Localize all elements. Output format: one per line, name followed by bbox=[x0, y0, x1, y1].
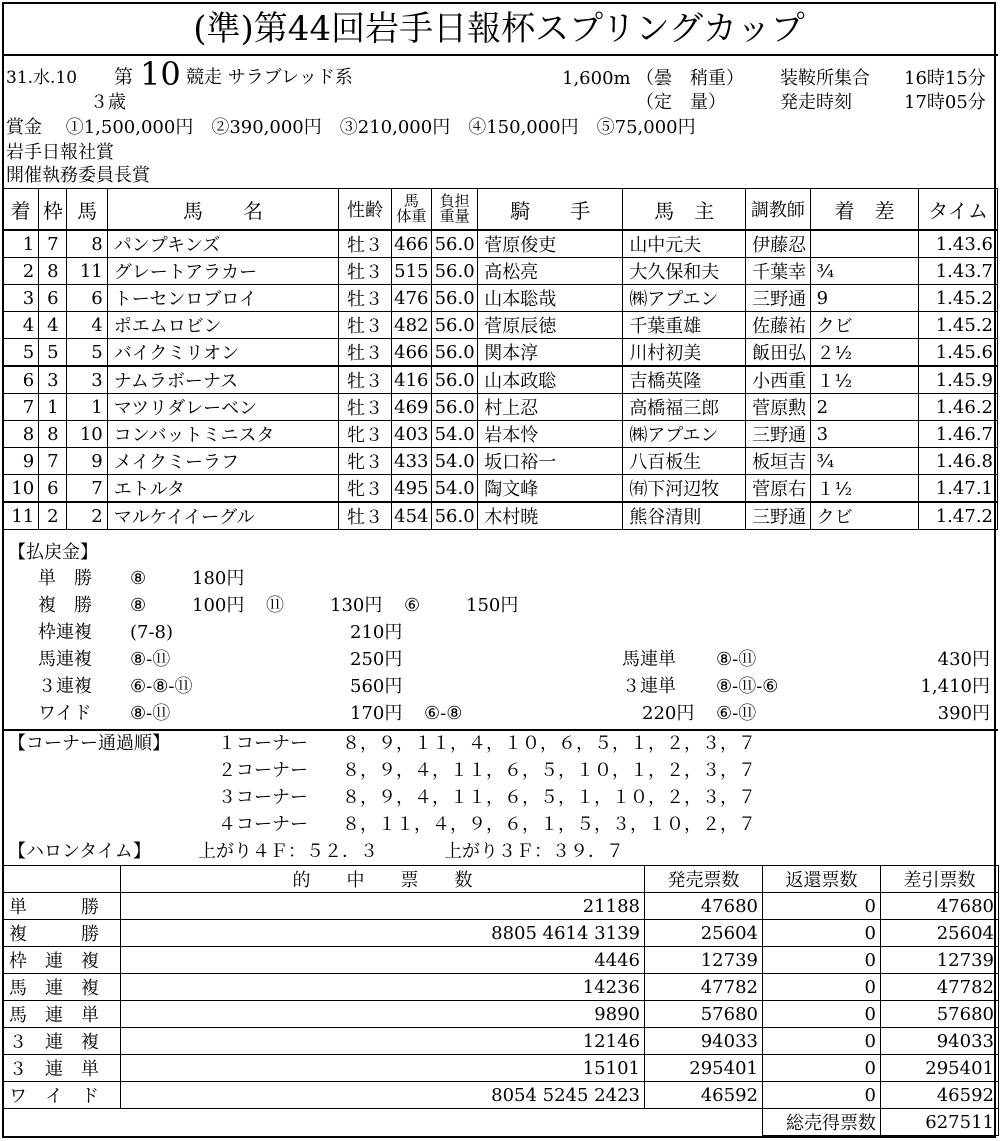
votes-bettype: 馬 連 複 bbox=[3, 974, 121, 1001]
result-place: 10 bbox=[3, 475, 39, 503]
payout-header: 【払戻金】 bbox=[8, 542, 98, 563]
table-row bbox=[3, 1001, 999, 1028]
wide-amount-3: 390円 bbox=[937, 703, 990, 724]
table-row bbox=[3, 258, 998, 285]
umaren-label: 馬連複 bbox=[38, 649, 92, 670]
votes-hit: 21188 bbox=[121, 893, 645, 920]
result-jockey: 岩本怜 bbox=[478, 421, 623, 448]
result-horse-name: メイクミーラフ bbox=[107, 448, 339, 475]
votes-refund: 0 bbox=[763, 893, 881, 920]
header-trainer: 調教師 bbox=[746, 189, 810, 231]
votes-sold: 12739 bbox=[645, 947, 763, 974]
votes-net: 57680 bbox=[881, 1001, 999, 1028]
result-load-weight: 56.0 bbox=[431, 339, 477, 367]
table-row bbox=[3, 366, 998, 394]
votes-refund: 0 bbox=[763, 1082, 881, 1109]
assembly-label: 装鞍所集合 bbox=[780, 68, 870, 89]
umatan-amount: 430円 bbox=[937, 649, 990, 670]
table-row bbox=[3, 421, 998, 448]
result-horse-name: ナムラボーナス bbox=[107, 366, 339, 394]
result-trainer: 菅原勲 bbox=[746, 394, 810, 421]
result-frame: 6 bbox=[39, 285, 67, 312]
header-place: 着 bbox=[3, 189, 39, 231]
result-horse-weight: 466 bbox=[391, 230, 431, 258]
result-margin: １½ bbox=[810, 475, 919, 503]
corner-1-label: １コーナー bbox=[218, 733, 308, 754]
table-row bbox=[3, 230, 998, 258]
result-margin: 3 bbox=[810, 421, 919, 448]
result-horse-name: トーセンロブロイ bbox=[107, 285, 339, 312]
result-load-weight: 56.0 bbox=[431, 285, 477, 312]
result-horse-number: 5 bbox=[67, 339, 107, 367]
fukusho-combo-3: ⑥ bbox=[404, 595, 421, 616]
result-sex-age: 牡３ bbox=[339, 258, 391, 285]
result-sex-age: 牡３ bbox=[339, 339, 391, 367]
result-frame: 8 bbox=[39, 258, 67, 285]
sanrenpuku-label: ３連複 bbox=[38, 676, 92, 697]
result-owner: 大久保和夫 bbox=[623, 258, 746, 285]
votes-net: 46592 bbox=[881, 1082, 999, 1109]
result-owner: ㈱アプエン bbox=[623, 421, 746, 448]
halon-last-4f: 上がり４Ｆ：５２．３ bbox=[198, 841, 378, 862]
result-place: 8 bbox=[3, 421, 39, 448]
result-place: 5 bbox=[3, 339, 39, 367]
header-horse-name: 馬 名 bbox=[107, 189, 339, 231]
wide-combo-3: ⑥-⑪ bbox=[716, 703, 757, 724]
result-trainer: 板垣吉 bbox=[746, 448, 810, 475]
umatan-combo: ⑧-⑪ bbox=[716, 649, 757, 670]
result-horse-name: パンプキンズ bbox=[107, 230, 339, 258]
wide-amount-1: 170円 bbox=[350, 703, 403, 724]
tansho-label: 単 勝 bbox=[38, 568, 92, 589]
result-owner: 八百板生 bbox=[623, 448, 746, 475]
result-trainer: 三野通 bbox=[746, 421, 810, 448]
assembly-time: 16時15分 bbox=[904, 68, 986, 89]
halon-last-3f: 上がり３Ｆ：３９．７ bbox=[444, 841, 624, 862]
result-frame: 4 bbox=[39, 312, 67, 339]
tansho-amount: 180円 bbox=[192, 568, 245, 589]
table-row bbox=[3, 285, 998, 312]
weight-type: （定 量） bbox=[636, 92, 726, 113]
result-load-weight: 56.0 bbox=[431, 258, 477, 285]
votes-header-net: 差引票数 bbox=[881, 866, 999, 893]
result-owner: 千葉重雄 bbox=[623, 312, 746, 339]
votes-bettype: ワ イ ド bbox=[3, 1082, 121, 1109]
votes-total-row bbox=[3, 1109, 999, 1136]
halon-header: 【ハロンタイム】 bbox=[8, 841, 151, 862]
wakuren-label: 枠連複 bbox=[38, 622, 92, 643]
result-load-weight: 54.0 bbox=[431, 475, 477, 503]
header-horse-weight: 馬 体重 bbox=[391, 189, 431, 231]
result-frame: 8 bbox=[39, 421, 67, 448]
votes-net: 12739 bbox=[881, 947, 999, 974]
result-sex-age: 牡３ bbox=[339, 502, 391, 530]
result-horse-name: グレートアラカー bbox=[107, 258, 339, 285]
result-jockey: 坂口裕一 bbox=[478, 448, 623, 475]
table-row bbox=[3, 502, 998, 530]
result-frame: 7 bbox=[39, 230, 67, 258]
votes-sold: 295401 bbox=[645, 1055, 763, 1082]
result-load-weight: 56.0 bbox=[431, 366, 477, 394]
sanrenpuku-amount: 560円 bbox=[350, 676, 403, 697]
votes-net: 47782 bbox=[881, 974, 999, 1001]
result-owner: 高橋福三郎 bbox=[623, 394, 746, 421]
table-row bbox=[3, 920, 999, 947]
votes-net: 47680 bbox=[881, 893, 999, 920]
result-trainer: 千葉幸 bbox=[746, 258, 810, 285]
wakuren-amount: 210円 bbox=[350, 622, 403, 643]
result-frame: 7 bbox=[39, 448, 67, 475]
result-margin bbox=[810, 230, 919, 258]
result-sex-age: 牝３ bbox=[339, 475, 391, 503]
result-jockey: 関本淳 bbox=[478, 339, 623, 367]
votes-hit: 8054 5245 2423 bbox=[121, 1082, 645, 1109]
result-place: 2 bbox=[3, 258, 39, 285]
table-row bbox=[3, 893, 999, 920]
result-sex-age: 牡３ bbox=[339, 230, 391, 258]
result-horse-weight: 403 bbox=[391, 421, 431, 448]
votes-net: 94033 bbox=[881, 1028, 999, 1055]
corner-4-order: ８，１１，４，９，６，１，５，３，１０，２，７ bbox=[342, 814, 756, 835]
result-frame: 2 bbox=[39, 502, 67, 530]
start-time: 17時05分 bbox=[904, 92, 986, 113]
result-margin: クビ bbox=[810, 312, 919, 339]
result-owner: 山中元夫 bbox=[623, 230, 746, 258]
result-time: 1.46.8 bbox=[919, 448, 998, 475]
result-sex-age: 牡３ bbox=[339, 366, 391, 394]
fukusho-amount-3: 150円 bbox=[466, 595, 519, 616]
sanrentan-amount: 1,410円 bbox=[920, 676, 990, 697]
table-row bbox=[3, 1028, 999, 1055]
votes-refund: 0 bbox=[763, 1055, 881, 1082]
corner-2-order: ８，９，４，１１，６，５，１０，１，２，３，７ bbox=[342, 760, 756, 781]
result-jockey: 山本聡哉 bbox=[478, 285, 623, 312]
header-horse-number: 馬 bbox=[67, 189, 107, 231]
result-horse-number: 1 bbox=[67, 394, 107, 421]
result-load-weight: 56.0 bbox=[431, 230, 477, 258]
votes-bettype: 馬 連 単 bbox=[3, 1001, 121, 1028]
result-horse-weight: 416 bbox=[391, 366, 431, 394]
umatan-label: 馬連単 bbox=[622, 649, 676, 670]
result-frame: 1 bbox=[39, 394, 67, 421]
result-sex-age: 牝３ bbox=[339, 421, 391, 448]
corner-3-order: ８，９，４，１１，６，５，１，１０，２，３，７ bbox=[342, 787, 756, 808]
result-horse-name: バイクミリオン bbox=[107, 339, 339, 367]
result-horse-number: 11 bbox=[67, 258, 107, 285]
table-row bbox=[3, 1082, 999, 1109]
race-prefix: 第 bbox=[114, 66, 134, 88]
votes-bettype: ３ 連 単 bbox=[3, 1055, 121, 1082]
race-age: ３歳 bbox=[90, 92, 126, 113]
race-number: 10 bbox=[140, 55, 181, 93]
fukusho-combo-2: ⑪ bbox=[266, 595, 284, 616]
fukusho-amount-2: 130円 bbox=[330, 595, 383, 616]
result-horse-weight: 466 bbox=[391, 339, 431, 367]
result-time: 1.45.2 bbox=[919, 312, 998, 339]
results-header-row bbox=[3, 189, 998, 231]
result-load-weight: 56.0 bbox=[431, 502, 477, 530]
result-place: 9 bbox=[3, 448, 39, 475]
result-owner: 吉橋英隆 bbox=[623, 366, 746, 394]
race-title: (準)第44回岩手日報杯スプリングカップ bbox=[193, 9, 805, 49]
result-frame: 3 bbox=[39, 366, 67, 394]
result-margin: ２½ bbox=[810, 339, 919, 367]
header-jockey: 騎 手 bbox=[478, 189, 623, 231]
sanrentan-combo: ⑧-⑪-⑥ bbox=[716, 676, 779, 697]
prize-money: 賞金 ①1,500,000円 ②390,000円 ③210,000円 ④150,000円 ⑤75,000円 bbox=[6, 117, 696, 138]
votes-hit: 14236 bbox=[121, 974, 645, 1001]
votes-hit: 15101 bbox=[121, 1055, 645, 1082]
tansho-combo: ⑧ bbox=[130, 568, 147, 589]
result-sex-age: 牡３ bbox=[339, 285, 391, 312]
sanrentan-label: ３連単 bbox=[622, 676, 676, 697]
votes-table bbox=[2, 865, 999, 1136]
result-load-weight: 56.0 bbox=[431, 312, 477, 339]
result-trainer: 菅原右 bbox=[746, 475, 810, 503]
result-horse-number: 8 bbox=[67, 230, 107, 258]
race-distance: 1,600m bbox=[562, 68, 631, 89]
votes-bettype: 複 勝 bbox=[3, 920, 121, 947]
result-jockey: 木村暁 bbox=[478, 502, 623, 530]
result-horse-weight: 469 bbox=[391, 394, 431, 421]
corner-3-label: ３コーナー bbox=[218, 787, 308, 808]
result-owner: ㈲下河辺牧 bbox=[623, 475, 746, 503]
result-horse-weight: 482 bbox=[391, 312, 431, 339]
votes-sold: 47782 bbox=[645, 974, 763, 1001]
votes-hit: 12146 bbox=[121, 1028, 645, 1055]
corner-2-label: ２コーナー bbox=[218, 760, 308, 781]
result-trainer: 三野通 bbox=[746, 502, 810, 530]
votes-sold: 57680 bbox=[645, 1001, 763, 1028]
result-time: 1.43.7 bbox=[919, 258, 998, 285]
result-trainer: 伊藤忍 bbox=[746, 230, 810, 258]
result-place: 6 bbox=[3, 366, 39, 394]
table-row bbox=[3, 312, 998, 339]
result-horse-name: マツリダレーベン bbox=[107, 394, 339, 421]
result-horse-name: エトルタ bbox=[107, 475, 339, 503]
votes-header-refund: 返還票数 bbox=[763, 866, 881, 893]
result-owner: ㈱アプエン bbox=[623, 285, 746, 312]
result-time: 1.47.2 bbox=[919, 502, 998, 530]
votes-total-value: 627511 bbox=[881, 1109, 999, 1136]
votes-sold: 47680 bbox=[645, 893, 763, 920]
votes-sold: 25604 bbox=[645, 920, 763, 947]
result-place: 1 bbox=[3, 230, 39, 258]
result-place: 4 bbox=[3, 312, 39, 339]
fukusho-amount-1: 100円 bbox=[192, 595, 245, 616]
race-class: 競走 サラブレッド系 bbox=[186, 67, 353, 88]
votes-header-hit: 的 中 票 数 bbox=[121, 866, 645, 893]
result-load-weight: 54.0 bbox=[431, 448, 477, 475]
result-jockey: 菅原辰徳 bbox=[478, 312, 623, 339]
table-row bbox=[3, 1055, 999, 1082]
votes-hit: 8805 4614 3139 bbox=[121, 920, 645, 947]
result-horse-weight: 476 bbox=[391, 285, 431, 312]
votes-sold: 46592 bbox=[645, 1082, 763, 1109]
result-horse-number: 3 bbox=[67, 366, 107, 394]
wide-amount-2: 220円 bbox=[642, 703, 695, 724]
result-trainer: 飯田弘 bbox=[746, 339, 810, 367]
result-time: 1.45.2 bbox=[919, 285, 998, 312]
result-margin: １½ bbox=[810, 366, 919, 394]
votes-refund: 0 bbox=[763, 974, 881, 1001]
race-date: 31.水.10 bbox=[6, 68, 78, 88]
result-horse-number: 7 bbox=[67, 475, 107, 503]
votes-bettype: ３ 連 複 bbox=[3, 1028, 121, 1055]
result-sex-age: 牡３ bbox=[339, 394, 391, 421]
result-jockey: 菅原俊吏 bbox=[478, 230, 623, 258]
header-time: タイム bbox=[919, 189, 998, 231]
votes-refund: 0 bbox=[763, 947, 881, 974]
result-time: 1.46.7 bbox=[919, 421, 998, 448]
result-horse-number: 9 bbox=[67, 448, 107, 475]
result-horse-number: 2 bbox=[67, 502, 107, 530]
votes-bettype: 単 勝 bbox=[3, 893, 121, 920]
result-jockey: 陶文峰 bbox=[478, 475, 623, 503]
result-jockey: 山本政聡 bbox=[478, 366, 623, 394]
payout-divider bbox=[2, 729, 998, 731]
result-margin: クビ bbox=[810, 502, 919, 530]
result-horse-weight: 433 bbox=[391, 448, 431, 475]
result-time: 1.43.6 bbox=[919, 230, 998, 258]
votes-header-bettype bbox=[3, 866, 121, 893]
result-margin: 2 bbox=[810, 394, 919, 421]
fukusho-label: 複 勝 bbox=[38, 595, 92, 616]
result-place: 11 bbox=[3, 502, 39, 530]
table-row bbox=[3, 339, 998, 367]
result-horse-name: ポエムロビン bbox=[107, 312, 339, 339]
sanrenpuku-combo: ⑥-⑧-⑪ bbox=[130, 676, 193, 697]
result-margin: ¾ bbox=[810, 258, 919, 285]
votes-hit: 4446 bbox=[121, 947, 645, 974]
start-label: 発走時刻 bbox=[780, 92, 852, 113]
result-horse-weight: 515 bbox=[391, 258, 431, 285]
result-horse-number: 10 bbox=[67, 421, 107, 448]
result-frame: 5 bbox=[39, 339, 67, 367]
result-sex-age: 牝３ bbox=[339, 448, 391, 475]
result-owner: 川村初美 bbox=[623, 339, 746, 367]
corner-header: 【コーナー通過順】 bbox=[8, 733, 170, 754]
result-trainer: 三野通 bbox=[746, 285, 810, 312]
votes-refund: 0 bbox=[763, 920, 881, 947]
header-margin: 着 差 bbox=[810, 189, 919, 231]
votes-net: 295401 bbox=[881, 1055, 999, 1082]
track-condition: （曇 稍重） bbox=[636, 68, 744, 89]
header-frame: 枠 bbox=[39, 189, 67, 231]
result-horse-name: マルケイイーグル bbox=[107, 502, 339, 530]
result-time: 1.45.6 bbox=[919, 339, 998, 367]
umaren-combo: ⑧-⑪ bbox=[130, 649, 171, 670]
umaren-amount: 250円 bbox=[350, 649, 403, 670]
table-row bbox=[3, 947, 999, 974]
result-trainer: 佐藤祐 bbox=[746, 312, 810, 339]
votes-bettype: 枠 連 複 bbox=[3, 947, 121, 974]
result-load-weight: 56.0 bbox=[431, 394, 477, 421]
votes-net: 25604 bbox=[881, 920, 999, 947]
result-place: 3 bbox=[3, 285, 39, 312]
result-load-weight: 54.0 bbox=[431, 421, 477, 448]
votes-header-sold: 発売票数 bbox=[645, 866, 763, 893]
result-sex-age: 牡３ bbox=[339, 312, 391, 339]
award-2: 開催執務委員長賞 bbox=[6, 165, 150, 186]
result-jockey: 村上忍 bbox=[478, 394, 623, 421]
corner-1-order: ８，９，１１，４，１０，６，５，１，２，３，７ bbox=[342, 733, 756, 754]
wakuren-combo: (7-8) bbox=[130, 622, 174, 643]
result-time: 1.46.2 bbox=[919, 394, 998, 421]
votes-header-row bbox=[3, 866, 999, 893]
result-margin: 9 bbox=[810, 285, 919, 312]
result-horse-weight: 454 bbox=[391, 502, 431, 530]
votes-refund: 0 bbox=[763, 1028, 881, 1055]
result-time: 1.45.9 bbox=[919, 366, 998, 394]
wide-label: ワイド bbox=[38, 703, 92, 724]
table-row bbox=[3, 974, 999, 1001]
table-row bbox=[3, 448, 998, 475]
votes-refund: 0 bbox=[763, 1001, 881, 1028]
wide-combo-2: ⑥-⑧ bbox=[424, 703, 463, 724]
result-time: 1.47.1 bbox=[919, 475, 998, 503]
header-sex-age: 性齢 bbox=[339, 189, 391, 231]
award-1: 岩手日報社賞 bbox=[6, 142, 114, 163]
results-table bbox=[2, 188, 998, 530]
result-horse-number: 4 bbox=[67, 312, 107, 339]
result-frame: 6 bbox=[39, 475, 67, 503]
result-place: 7 bbox=[3, 394, 39, 421]
votes-hit: 9890 bbox=[121, 1001, 645, 1028]
table-row bbox=[3, 394, 998, 421]
result-jockey: 高松亮 bbox=[478, 258, 623, 285]
result-horse-weight: 495 bbox=[391, 475, 431, 503]
result-horse-number: 6 bbox=[67, 285, 107, 312]
votes-sold: 94033 bbox=[645, 1028, 763, 1055]
result-owner: 熊谷清則 bbox=[623, 502, 746, 530]
header-load-weight: 負担 重量 bbox=[431, 189, 477, 231]
result-horse-name: コンバットミニスタ bbox=[107, 421, 339, 448]
wide-combo-1: ⑧-⑪ bbox=[130, 703, 171, 724]
header-owner: 馬 主 bbox=[623, 189, 746, 231]
votes-total-label: 総売得票数 bbox=[763, 1109, 881, 1136]
fukusho-combo-1: ⑧ bbox=[130, 595, 147, 616]
result-trainer: 小西重 bbox=[746, 366, 810, 394]
table-row bbox=[3, 475, 998, 503]
corner-4-label: ４コーナー bbox=[218, 814, 308, 835]
result-margin: ¾ bbox=[810, 448, 919, 475]
